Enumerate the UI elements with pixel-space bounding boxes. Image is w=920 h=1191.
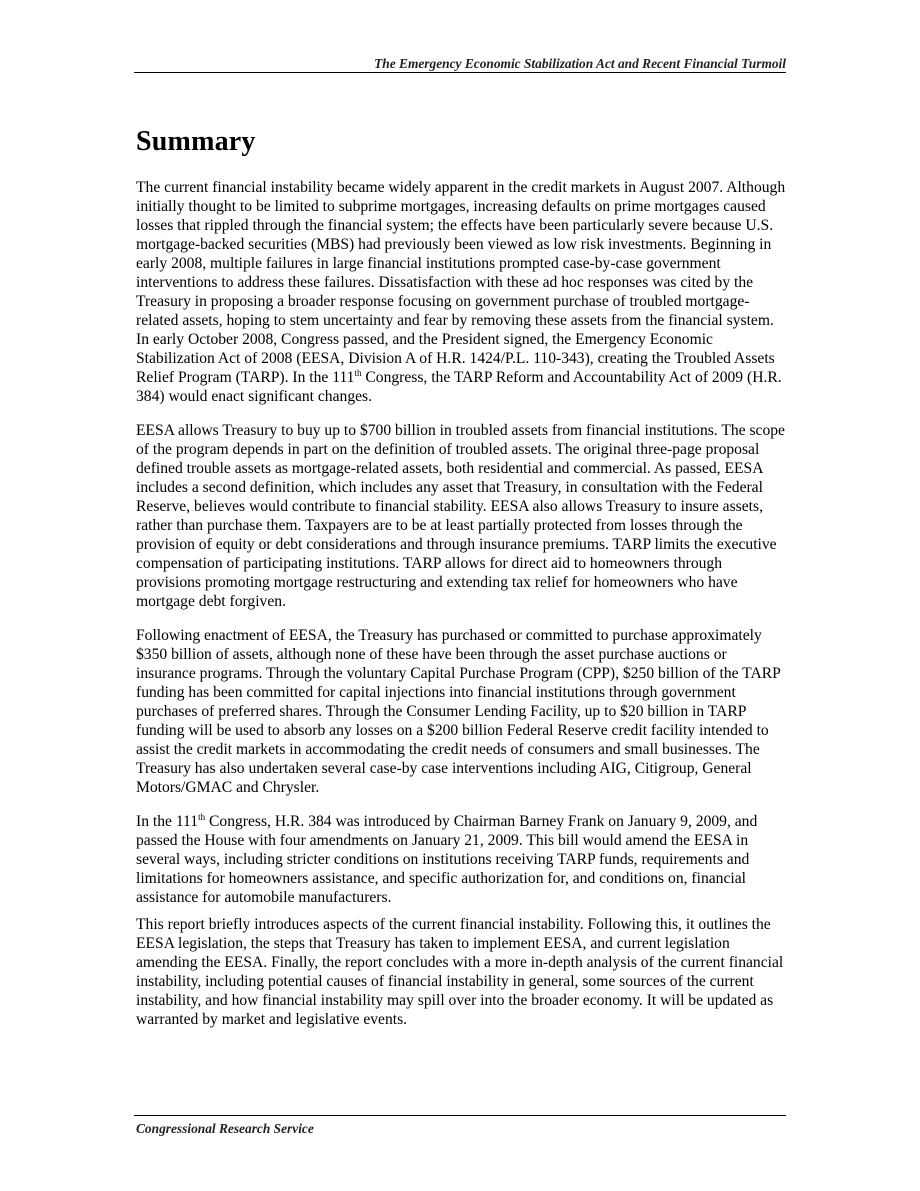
paragraph-4 [136, 812, 788, 907]
paragraph-1-text-a: The current financial instability became widely apparent in the credit markets in August 2007. Although initially thought to be limited to subprime mortgages, increasing defaults on prime mortgages caused losses that rippled through the financial system; the effects have been particularly severe because U.S. mortgage-backed securities (MBS) had previously been viewed as low risk investments. Beginning in early 2008, multiple failures in large financial institutions prompted case-by-case government interventions to address these failures. Dissatisfaction with these ad hoc responses was cited by the Treasury in proposing a broader response focusing on government purchase of troubled mortgage-related assets, hoping to stem uncertainty and fear by removing these assets from the financial system. In early October 2008, Congress passed, and the President signed, the Emergency Economic Stabilization Act of 2008 (EESA, Division A of H.R. 1424/P.L. 110-343), creating the Troubled Assets Relief Program (TARP). In the 111 [136, 179, 786, 386]
section-title: Summary [136, 126, 256, 157]
paragraph-2: EESA allows Treasury to buy up to $700 billion in troubled assets from financial institutions. The scope of the program depends in part on the definition of troubled assets. The original three-page proposal defined trouble assets as mortgage-related assets, both residential and commercial. As passed, EESA includes a second definition, which includes any asset that Treasury, in consultation with the Federal Reserve, believes would contribute to financial stability. EESA also allows Treasury to insure assets, rather than purchase them. Taxpayers are to be at least partially protected from losses through the provision of equity or debt considerations and through insurance premiums. TARP limits the executive compensation of participating institutions. TARP allows for direct aid to homeowners through provisions promoting mortgage restructuring and extending tax relief for homeowners who have mortgage debt forgiven. [136, 422, 785, 610]
paragraph-4-text-a: In the 111 [136, 813, 199, 830]
header-rule [134, 72, 786, 73]
running-footer: Congressional Research Service [136, 1121, 314, 1136]
paragraph-3: Following enactment of EESA, the Treasury has purchased or committed to purchase approximately $350 billion of assets, although none of these have been through the asset purchase auctions or insurance programs. Through the voluntary Capital Purchase Program (CPP), $250 billion of the TARP funding has been committed for capital injections into financial institutions through government purchases of preferred shares. Through the Consumer Lending Facility, up to $20 billion in TARP funding will be used to absorb any losses on a $200 billion Federal Reserve credit facility intended to assist the credit markets in accommodating the credit needs of consumers and small businesses. The Treasury has also undertaken several case-by case interventions including AIG, Citigroup, General Motors/GMAC and Chrysler. [136, 627, 781, 796]
paragraph-1 [136, 178, 788, 406]
superscript-ordinal: th [354, 368, 362, 378]
paragraph-1-text-b: Congress, the TARP Reform and Accountability Act of 2009 (H.R. 384) would enact significant changes. [136, 369, 782, 405]
running-header: The Emergency Economic Stabilization Act and Recent Financial Turmoil [374, 56, 786, 71]
superscript-ordinal: th [198, 812, 206, 822]
summary-body [136, 178, 788, 1029]
footer-rule [134, 1115, 786, 1116]
paragraph-5: This report briefly introduces aspects of the current financial instability. Following this, it outlines the EESA legislation, the steps that Treasury has taken to implement EESA, and current legislation amending the EESA. Finally, the report concludes with a more in-depth analysis of the current financial instability, including potential causes of financial instability in general, some sources of the current instability, and how financial instability may spill over into the broader economy. It will be updated as warranted by market and legislative events. [136, 916, 784, 1028]
paragraph-4-text-b: Congress, H.R. 384 was introduced by Chairman Barney Frank on January 9, 2009, and passed the House with four amendments on January 21, 2009. This bill would amend the EESA in several ways, including stricter conditions on institutions receiving TARP funds, requirements and limitations for homeowners assistance, and specific authorization for, and conditions on, financial assistance for automobile manufacturers. [136, 813, 758, 906]
